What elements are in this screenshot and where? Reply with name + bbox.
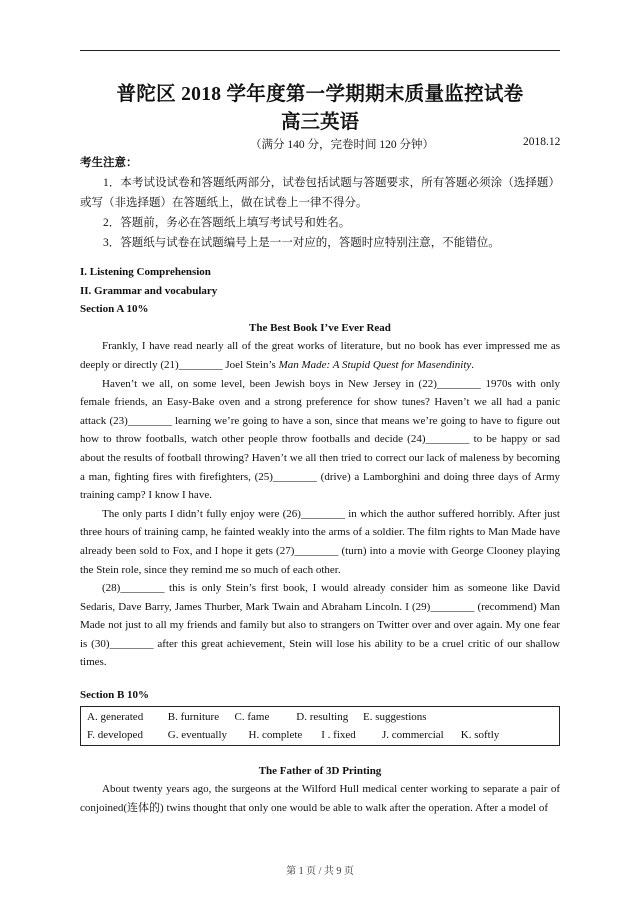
word-option: A. generated [87,710,144,723]
candidate-notice [80,153,560,253]
word-option: E. suggestions [363,710,427,723]
exam-body [80,263,560,817]
top-rule [80,50,560,51]
notice-heading: 考生注意： [80,157,138,169]
word-option: H. complete [248,728,303,741]
paragraph-text: . [471,358,475,371]
exam-title: 普陀区 2018 学年度第一学期期末质量监控试卷 [116,84,524,105]
page-footer: 第 1 页 / 共 9 页 [286,866,354,877]
exam-date: 2018.12 [523,136,561,148]
word-option: B. furniture [167,710,220,723]
score-time-info: （满分 140 分，完卷时间 120 分钟） [250,139,434,151]
article-a-paragraph: Haven’t we all, on some level, been Jewish boys in New Jersey in (22)________ 1970s with only female friends, an Easy-Bake oven and a strong preference for show tunes? Haven’t we all had a panic attack (23)________ learning we’re going to have a son, since that means we’re going to have to figure out how to throw footballs, watch other people throw footballs and decide (24)________ to be happy or sad about the results of football throwing? Haven’t we all then tried to correct our lack of maleness by becoming a man, fighting fires with firefighters, (25)________ (drive) a Lamborghini and doing three days of Army training camp? I know I have. [80,377,560,502]
word-option: K. softly [460,728,500,741]
notice-item: 2．答题前，务必在答题纸上填写考试号和姓名。 [103,217,351,229]
article-a-title: The Best Book I’ve Ever Read [249,321,391,334]
word-option: D. resulting [296,710,349,723]
word-option: J. commercial [382,728,444,741]
paragraph-text: Frankly, I have read nearly all of the great works of literature, but no book has ever impressed me as deeply or directly (21)________ Joel Stein’s [80,340,560,371]
word-option: G. eventually [167,728,228,741]
word-option: F. developed [87,728,143,741]
word-bank-row [87,708,553,726]
word-bank-box [80,706,560,746]
part-heading-listening: I. Listening Comprehension [80,266,211,278]
article-a-paragraph [80,337,560,374]
notice-item: 3．答题纸与试卷在试题编号上是一一对应的，答题时应特别注意，不能错位。 [103,237,500,249]
word-option: I . fixed [321,728,356,741]
section-b-heading: Section B 10% [80,689,150,702]
part-heading-grammar: II. Grammar and vocabulary [80,284,218,297]
exam-subtitle: 高三英语 [280,112,359,133]
section-a-heading: Section A 10% [80,303,149,316]
word-option: C. fame [234,710,270,723]
article-b-title: The Father of 3D Printing [258,764,382,777]
article-a-paragraph: The only parts I didn’t fully enjoy were (26)________ in which the author suffered horribly. After just three hours of training camp, he fainted weakly into the arms of a soldier. The film rights to Man Made have already been sold to Fox, and I hope it gets (27)________ (turn) into a movie with George Clooney playing the Stein role, since they remind me so much of each other. [80,507,560,576]
article-a-paragraph: (28)________ this is only Stein’s first book, I would already consider him as someone like David Sedaris, Dave Barry, James Thurber, Mark Twain and Abraham Lincoln. I (29)________ (recommend) Man Made not just to all my friends and family but also to strangers on Twitter over and over again. My one fear is (30)________ after this great achievement, Stein will lose his ability to be a cruel critic of our shallow times. [80,582,560,669]
article-b-paragraph: About twenty years ago, the surgeons at the Wilford Hull medical center working to separate a pair of conjoined(连体的) twins thought that only one would be able to walk after the operation. After a model of [80,783,560,814]
notice-item: 1．本考试设试卷和答题纸两部分，试卷包括试题与答题要求，所有答题必须涂（选择题）或写（非选择题）在答题纸上，做在试卷上一律不得分。 [80,177,560,209]
word-bank-row [87,726,553,744]
book-title: Man Made: A Stupid Quest for Masendinity [278,358,472,371]
